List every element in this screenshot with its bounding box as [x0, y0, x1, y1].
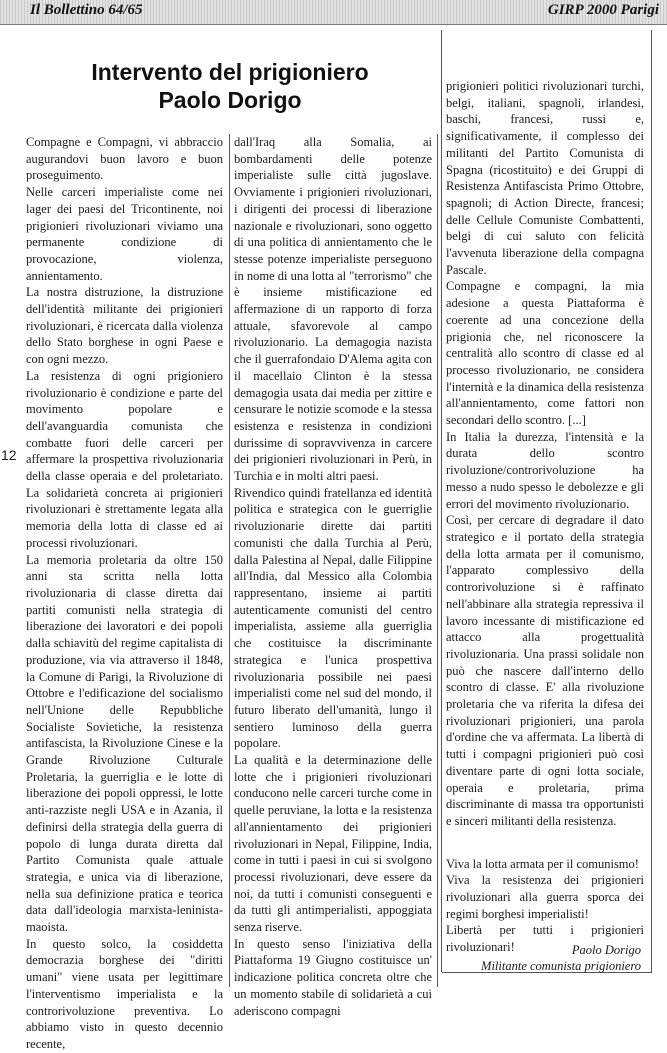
signature — [481, 942, 641, 974]
column-rule-1 — [229, 134, 230, 987]
article-column-2 — [234, 134, 432, 1019]
header-publication: Il Bollettino 64/65 — [30, 2, 143, 18]
signature-role: Militante comunista prigioniero — [481, 959, 641, 973]
title-line-1: Intervento del prigioniero — [91, 59, 369, 85]
paragraph: In questo solco, la cosiddetta democrazia borghese dei "diritti umani" viene usata per legittimare l'interventismo imperialista e la controrivoluzione preventiva. Lo abbiamo visto in questo decennio recente, — [26, 936, 223, 1051]
column-rule-frame-left — [441, 30, 442, 972]
closing-slogan: Viva la resistenza dei prigionieri rivoluzionari alla guerra sporca dei regimi borghesi imperialisti! — [446, 873, 644, 921]
paragraph: dall'Iraq alla Somalia, ai bombardamenti delle potenze imperialiste sulle città jugoslave. Ovviamente i prigionieri rivoluzionari, i dirigenti dei processi di liberazione nazionale e rivoluzionari, sono oggetto di una politica di annientamento che le stesse potenze imperialiste perseguono in nome di una lotta al "terrorismo" che è insieme mistificazione ed affermazione di un rapporto di forza attuale, sfavorevole al campo rivoluzionario. La demagogia nazista che il guerrafondaio D'Alema agita con il macellaio Clinton è la stessa demagogia usata dai media per zittire e censurare le notizie scomode e la stessa esistenza e resistenza in condizioni durissime di sopravvivenza in carcere dei prigionieri rivoluzionari in Perù, in Turchia e in molti altri paesi. — [234, 135, 432, 484]
closing-slogan: Libertà per tutti i prigionieri rivoluzionari! — [446, 923, 644, 955]
paragraph: La qualità e la determinazione delle lotte che i prigionieri rivoluzionari conducono nelle carceri turche come in quelle peruviane, la lotta e la resistenza all'annientamento dei prigionieri rivoluzionari in Nepal, Filippine, India, come in tutti i paesi in cui si svolgono processi rivoluzionari, deve essere da noi, da tutti i comunisti conseguenti e da tutti gli antimperialisti, appoggiata senza riserve. — [234, 753, 432, 935]
paragraph: Compagne e Compagni, vi abbraccio augurandovi buon lavoro e buon proseguimento. — [26, 135, 223, 183]
article-column-3 — [446, 78, 644, 956]
page-number: 12 — [1, 447, 17, 463]
paragraph: Rivendico quindi fratellanza ed identità politica e strategica con le guerriglie rivoluzionarie dirette dai partiti comunisti che dalla Turchia al Perù, dalla Palestina al Nepal, dalle Filippine all'India, dal Messico alla Colombia rappresentano, insieme ai partiti autenticamente comunisti del centro imperialista, assieme alla guerriglia che costituisce la discriminante strategica e l'unica prospettiva rivoluzionaria possibile nei paesi imperialisti come nel sud del mondo, il futuro liberato dell'umanità, lungo il sentiero luminoso della guerra popolare. — [234, 485, 432, 751]
paragraph: In questo senso l'iniziativa della Piattaforma 19 Giugno costituisce un' indicazione politica concreta oltre che un momento stabile di solidarietà a cui aderiscono compagni — [234, 936, 432, 1018]
article-title — [30, 58, 430, 114]
signature-name: Paolo Dorigo — [571, 943, 641, 957]
column-rule-frame-right — [651, 30, 652, 972]
header-event: GIRP 2000 Parigi — [547, 2, 659, 18]
paragraph: In Italia la durezza, l'intensità e la durata dello scontro rivoluzione/controrivoluzione ha messo a nudo spesso le debolezze e gli errori del movimento rivoluzionario. — [446, 429, 644, 511]
paragraph: La nostra distruzione, la distruzione dell'identità militante dei prigionieri rivoluzionari, è ricercata dalla violenza dello Stato borghese in ogni Paese e con ogni mezzo. — [26, 285, 223, 367]
column-rule-2 — [437, 134, 438, 987]
paragraph: La memoria proletaria da oltre 150 anni sta scritta nella lotta rivoluzionaria di classe diretta dai partiti comunisti nella strategia di liberazione dei lavoratori e dei popoli dalla schiavitù del regime capitalista di produzione, via via attraverso il 1848, la Comune di Parigi, la Rivoluzione di Ottobre e l'edificazione del socialismo nell'Unione delle Repubbliche Socialiste Sovietiche, la resistenza antifascista, la Rivoluzione Cinese e la Grande Rivoluzione Culturale Proletaria, la guerriglia e le lotte di liberazione dei popoli oppressi, le lotte anti-razziste negli USA e in Azania, il definirsi della strategia della guerra di popolo di lunga durata diretta dal Partito Comunista quale attuale strategia, e unica via di liberazione, nella sua definizione pratica e teorica data dall'ideologia marxista-leninista-maoista. — [26, 552, 223, 935]
paragraph: Così, per cercare di degradare il dato strategico e il portato della strategia della lotta armata per il comunismo, l'apparato complessivo della controrivoluzione si è raffinato nell'abbinare alla strategia repressiva il lavoro incessante di mistificazione ed attacco alla progettualità rivoluzionaria. Una prassi solidale non può che nascere dall'interno dello scontro di classe. E' alla rivoluzione proletaria che va riferita la difesa dei rivoluzionari prigionieri, una parola d'ordine che va affermata. La libertà di tutti i compagni prigionieri può così diventare parte di ogni lotta sociale, operaia e proletaria, prima discriminante di massa tra opportunisti e sinceri militanti della resistenza. — [446, 513, 644, 828]
closing-slogan: Viva la lotta armata per il comunismo! — [446, 856, 639, 871]
title-line-2: Paolo Dorigo — [158, 87, 302, 113]
paragraph: Compagne e compagni, la mia adesione a questa Piattaforma è coerente ad una concezione della prigionia che, nel riconoscere la centralità allo scontro di classe ed al processo rivoluzionario, ne considera l'internità e la dinamica della resistenza all'annientamento, come fattori non secondari dello scontro. [...] — [446, 279, 644, 428]
article-column-1 — [26, 134, 223, 1053]
paragraph: Nelle carceri imperialiste come nei lager dei paesi del Tricontinente, noi prigionieri rivoluzionari viviamo una permanente condizione di provocazione, violenza, annientamento. — [26, 185, 223, 283]
paragraph: prigionieri politici rivoluzionari turchi, belgi, italiani, spagnoli, irlandesi, baschi, francesi, russi e, significativamente, il complesso dei militanti del Partito Comunista di Spagna (ricostituito) e dei Gruppi di Resistenza Antifascista Primo Ottobre, spagnoli; di Action Directe, francesi; delle Cellule Comuniste Combattenti, belgi di cui saluto con felicità l'avvenuta liberazione della compagna Pascale. — [446, 79, 644, 277]
page-header — [0, 0, 667, 25]
paragraph: La resistenza di ogni prigioniero rivoluzionario è condizione e parte del movimento popolare e dell'avanguardia comunista che combatte fuori delle carceri per affermare la prospettiva rivoluzionaria della classe operaia e del proletariato. La solidarietà concreta ai prigionieri rivoluzionari è strettamente legata alla memoria della lotta di classe ed ai processi rivoluzionari. — [26, 368, 223, 550]
